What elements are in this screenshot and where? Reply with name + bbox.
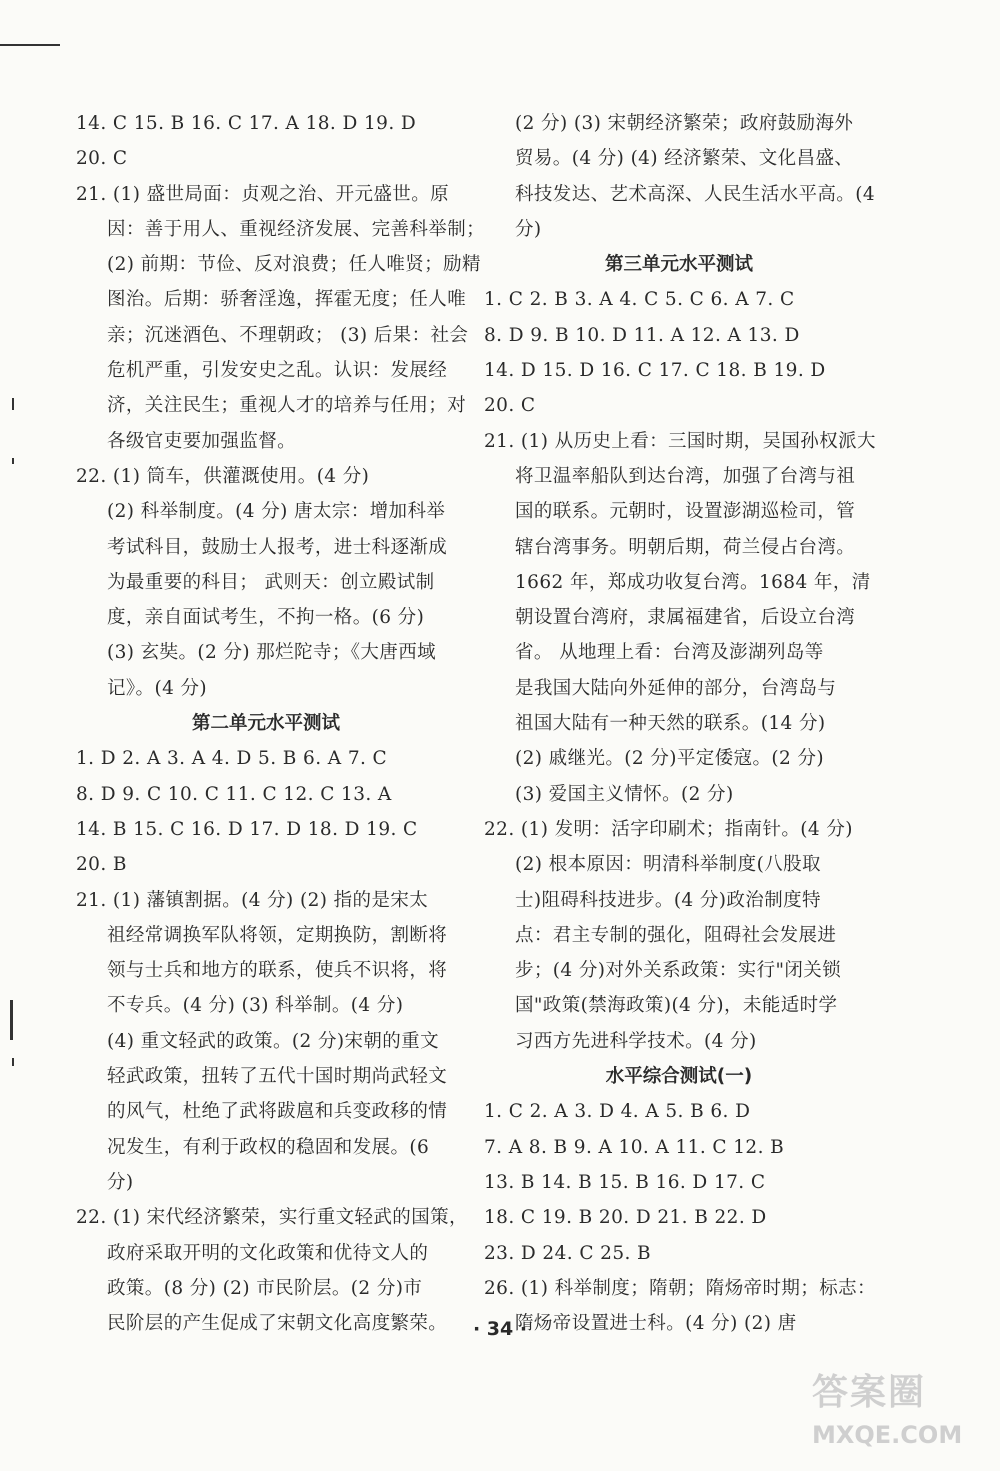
text-line: 政策。(8 分) (2) 市民阶层。(2 分)市 — [107, 1277, 423, 1299]
text-line: 朝设置台湾府，隶属福建省，后设立台湾 — [515, 607, 856, 629]
text-line: (2 分) (3) 宋朝经济繁荣；政府鼓励海外 — [515, 113, 854, 134]
text-line: 1. C 2. A 3. D 4. A 5. B 6. D — [484, 1101, 751, 1123]
text-line: 21. (1) 从历史上看：三国时期，吴国孙权派大 — [484, 430, 876, 452]
margin-mark — [10, 1000, 13, 1040]
text-line: 21. (1) 藩镇割据。(4 分) (2) 指的是宋太 — [76, 889, 429, 911]
text-line: 14. C 15. B 16. C 17. A 18. D 19. D — [76, 113, 417, 134]
text-line: 1. D 2. A 3. A 4. D 5. B 6. A 7. C — [76, 748, 388, 770]
text-line: 26. (1) 科举制度；隋朝；隋炀帝时期；标志： — [484, 1277, 876, 1299]
text-line: (3) 玄奘。(2 分) 那烂陀寺；《大唐西域 — [107, 642, 437, 664]
text-line: 22. (1) 筒车，供灌溉使用。(4 分) — [76, 465, 370, 487]
text-line: 贸易。(4 分) (4) 经济繁荣、文化昌盛、 — [515, 148, 854, 170]
text-line: 轻武政策，扭转了五代十国时期尚武轻文 — [107, 1066, 448, 1088]
text-line: 不专兵。(4 分) (3) 科举制。(4 分) — [107, 995, 404, 1017]
text-line: 政府采取开明的文化政策和优待文人的 — [107, 1242, 429, 1264]
text-line: 是我国大陆向外延伸的部分，台湾岛与 — [515, 677, 837, 699]
right-column — [484, 106, 874, 1341]
text-line: 各级官吏要加强监督。 — [107, 430, 297, 452]
text-line: 22. (1) 宋代经济繁荣，实行重文轻武的国策， — [76, 1207, 468, 1229]
text-line: 为最重要的科目； 武则天：创立殿试制 — [107, 571, 435, 593]
text-line: 7. A 8. B 9. A 10. A 11. C 12. B — [484, 1136, 785, 1158]
corner-mark — [0, 44, 60, 46]
text-line: 20. C — [484, 395, 536, 417]
watermark — [812, 1368, 992, 1468]
section-heading: 第三单元水平测试 — [604, 254, 753, 276]
text-line: 1662 年，郑成功收复台湾。1684 年，清 — [515, 571, 871, 593]
text-line: 祖经常调换军队将领，定期换防，割断将 — [107, 924, 448, 946]
section-heading: 第二单元水平测试 — [191, 713, 340, 735]
left-column — [76, 106, 486, 1341]
text-line: 况发生，有利于政权的稳固和发展。(6 — [107, 1136, 430, 1158]
text-line: 13. B 14. B 15. B 16. D 17. C — [484, 1171, 766, 1193]
text-line: 隋炀帝设置进士科。(4 分) (2) 唐 — [515, 1313, 797, 1335]
text-line: 分) — [107, 1171, 134, 1193]
text-line: 领与士兵和地方的联系，使兵不识将，将 — [107, 960, 448, 982]
text-line: 度，亲自面试考生，不拘一格。(6 分) — [107, 607, 425, 629]
text-line: 8. D 9. B 10. D 11. A 12. A 13. D — [484, 324, 800, 346]
text-line: 20. B — [76, 854, 127, 876]
text-line: 国"政策(禁海政策)(4 分)，未能适时学 — [515, 995, 838, 1017]
text-line: (2) 根本原因：明清科举制度(八股取 — [515, 854, 821, 876]
text-line: 1. C 2. B 3. A 4. C 5. C 6. A 7. C — [484, 289, 795, 311]
watermark-logo-text: 答案圈 — [812, 1372, 927, 1413]
text-line: 步；(4 分)对外关系政策：实行"闭关锁 — [515, 960, 842, 982]
text-line: 考试科目，鼓励士人报考，进士科逐渐成 — [107, 536, 448, 558]
text-line: 辖台湾事务。明朝后期，荷兰侵占台湾。 — [515, 536, 856, 558]
text-line: 分) — [515, 218, 542, 240]
text-line: 科技发达、艺术高深、人民生活水平高。(4 — [515, 183, 875, 205]
text-line: 民阶层的产生促成了宋朝文化高度繁荣。 — [107, 1313, 448, 1335]
text-line: 济，关注民生；重视人才的培养与任用；对 — [107, 395, 467, 417]
text-line: 21. (1) 盛世局面：贞观之治、开元盛世。原 — [76, 183, 449, 205]
text-line: (2) 前期：节俭、反对浪费；任人唯贤；励精 — [107, 254, 481, 276]
margin-mark — [12, 458, 14, 464]
text-line: 点：君主专制的强化，阻碍社会发展进 — [515, 924, 837, 946]
text-line: (3) 爱国主义情怀。(2 分) — [515, 783, 734, 805]
text-line: 14. D 15. D 16. C 17. C 18. B 19. D — [484, 360, 826, 382]
section-heading: 水平综合测试(一) — [605, 1066, 753, 1088]
text-line: 士)阻碍科技进步。(4 分)政治制度特 — [515, 889, 821, 911]
text-line: (2) 戚继光。(2 分)平定倭寇。(2 分) — [515, 748, 824, 770]
text-line: 省。 从地理上看：台湾及澎湖列岛等 — [515, 642, 824, 664]
text-line: 习西方先进科学技术。(4 分) — [515, 1030, 757, 1052]
text-line: 因：善于用人、重视经济发展、完善科举制； — [107, 218, 486, 240]
text-line: 18. C 19. B 20. D 21. B 22. D — [484, 1207, 767, 1229]
text-line: 的风气，杜绝了武将跋扈和兵变政移的情 — [107, 1101, 448, 1123]
text-line: 危机严重，引发安史之乱。认识：发展经 — [107, 360, 448, 382]
margin-mark — [12, 1058, 14, 1066]
text-line: 20. C — [76, 148, 128, 170]
text-line: 22. (1) 发明：活字印刷术；指南针。(4 分) — [484, 818, 853, 840]
text-line: 国的联系。元朝时，设置澎湖巡检司，管 — [515, 501, 856, 523]
text-line: 23. D 24. C 25. B — [484, 1242, 652, 1264]
text-line: 亲；沉迷酒色、不理朝政； (3) 后果：社会 — [107, 324, 469, 346]
text-line: 将卫温率船队到达台湾，加强了台湾与祖 — [515, 465, 856, 487]
text-line: 记》。(4 分) — [107, 677, 208, 699]
margin-mark — [12, 398, 14, 410]
text-line: 14. B 15. C 16. D 17. D 18. D 19. C — [76, 818, 418, 840]
text-line: 祖国大陆有一种天然的联系。(14 分) — [515, 713, 826, 735]
watermark-url: MXQE.COM — [812, 1421, 963, 1449]
page-number: · 34 · — [472, 1318, 528, 1340]
text-line: (4) 重文轻武的政策。(2 分)宋朝的重文 — [107, 1030, 439, 1052]
text-line: 图治。后期：骄奢淫逸，挥霍无度；任人唯 — [107, 289, 467, 311]
text-line: 8. D 9. C 10. C 11. C 12. C 13. A — [76, 783, 392, 805]
text-line: (2) 科举制度。(4 分) 唐太宗：增加科举 — [107, 501, 446, 523]
